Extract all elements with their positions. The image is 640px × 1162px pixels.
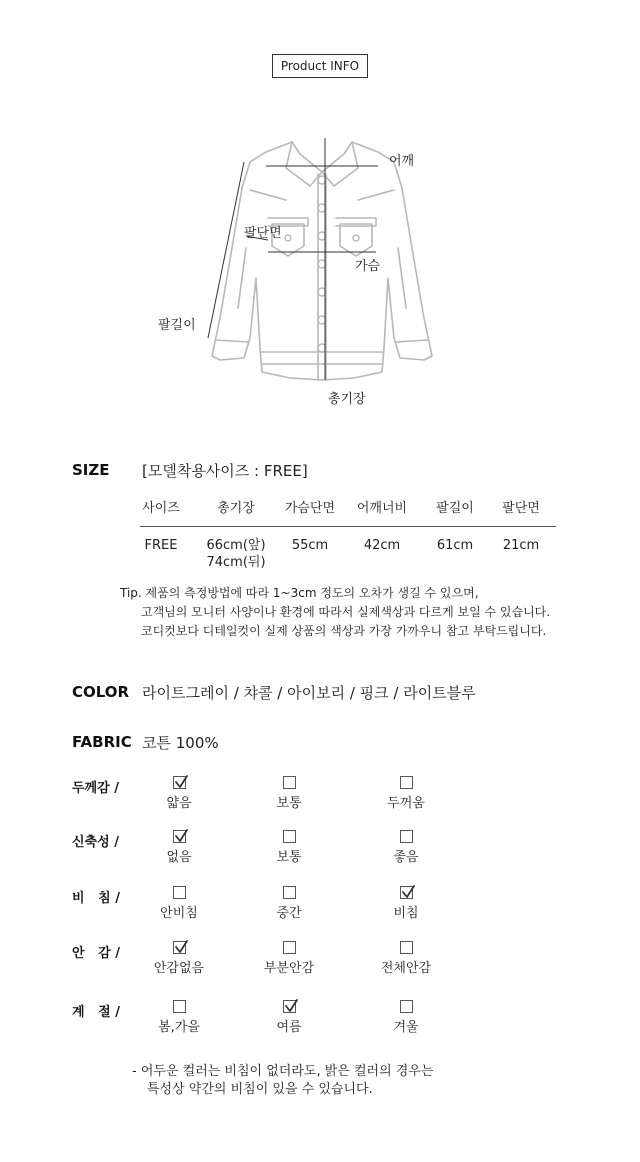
option-label: 중간 [276, 906, 302, 921]
checkbox [173, 886, 186, 899]
diagram-label-chest: 가슴 [355, 259, 381, 274]
option-thin [124, 776, 234, 811]
option-label: 여름 [276, 1020, 302, 1035]
size-cell: FREE [144, 538, 178, 553]
option-partial-lining [234, 941, 344, 976]
option-sheer [351, 886, 461, 921]
checkbox [400, 776, 413, 789]
attribute-key: 두께감 / [72, 781, 119, 796]
checkbox [173, 776, 186, 789]
option-label: 얇음 [166, 796, 192, 811]
color-key: COLOR [72, 683, 130, 701]
option-good [351, 830, 461, 865]
jacket-measurement-diagram [150, 128, 470, 418]
checkbox [400, 830, 413, 843]
check-icon [173, 939, 189, 955]
option-thick [351, 776, 461, 811]
option-normal [234, 776, 344, 811]
size-table-divider [140, 526, 556, 527]
size-model-value: [모델착용사이즈 : FREE] [142, 462, 308, 480]
fabric-value: 코튼 100% [142, 734, 219, 752]
size-header: 가슴단면 [284, 501, 336, 516]
option-label: 봄,가을 [158, 1020, 200, 1035]
checkbox [173, 941, 186, 954]
option-opaque [124, 886, 234, 921]
size-tip-line: Tip. 제품의 측정방법에 따라 1~3cm 정도의 오차가 생길 수 있으며, [120, 586, 479, 600]
option-no-lining [124, 941, 234, 976]
diagram-label-cuff: 팔단면 [244, 226, 282, 241]
attribute-key: 신축성 / [72, 835, 119, 850]
sheerness-note-line: 특성상 약간의 비침이 있을 수 있습니다. [147, 1082, 373, 1097]
checkbox [173, 830, 186, 843]
size-header: 팔길이 [436, 501, 474, 516]
size-tip-line: 고객님의 모니터 사양이나 환경에 따라서 실제색상과 다르게 보일 수 있습니다. [141, 605, 551, 619]
checkbox [283, 886, 296, 899]
size-header: 사이즈 [142, 501, 180, 516]
attribute-key: 계 절 / [72, 1005, 120, 1020]
diagram-label-shoulder: 어깨 [389, 154, 415, 169]
option-label: 두꺼움 [387, 796, 425, 811]
option-summer [234, 1000, 344, 1035]
attribute-key: 안 감 / [72, 946, 120, 961]
checkbox [400, 941, 413, 954]
checkbox [283, 776, 296, 789]
size-tip-line: 코디컷보다 디테일컷이 실제 상품의 색상과 가장 가까우니 참고 부탁드립니다. [141, 624, 547, 638]
diagram-label-sleeve: 팔길이 [158, 318, 196, 333]
diagram-label-length: 총기장 [328, 392, 366, 407]
size-cell: 55cm [291, 538, 329, 553]
option-none [124, 830, 234, 865]
size-header: 어깨너비 [356, 501, 408, 516]
size-cell: 61cm [436, 538, 474, 553]
size-cell: 21cm [502, 538, 540, 553]
attribute-key: 비 침 / [72, 891, 120, 906]
option-label: 안감없음 [153, 961, 205, 976]
option-label: 전체안감 [380, 961, 432, 976]
option-full-lining [351, 941, 461, 976]
option-label: 겨울 [393, 1020, 419, 1035]
size-header: 팔단면 [502, 501, 540, 516]
product-info-title: Product INFO [272, 54, 368, 78]
check-icon [400, 884, 416, 900]
option-winter [351, 1000, 461, 1035]
checkbox [283, 1000, 296, 1013]
checkbox [283, 941, 296, 954]
checkbox [283, 830, 296, 843]
option-label: 좋음 [393, 850, 419, 865]
size-cell: 42cm [363, 538, 401, 553]
check-icon [283, 998, 299, 1014]
option-medium [234, 886, 344, 921]
attribute-list [0, 776, 640, 1036]
size-header: 총기장 [217, 501, 255, 516]
option-label: 비침 [393, 906, 419, 921]
color-value: 라이트그레이 / 챠콜 / 아이보리 / 핑크 / 라이트블루 [142, 684, 476, 702]
option-label: 없음 [166, 850, 192, 865]
checkbox [400, 1000, 413, 1013]
check-icon [173, 828, 189, 844]
check-icon [173, 774, 189, 790]
fabric-key: FABRIC [72, 733, 132, 751]
option-label: 보통 [276, 850, 302, 865]
checkbox [173, 1000, 186, 1013]
size-cell: 66cm(앞) [206, 538, 266, 553]
sheerness-note-line: - 어두운 컬러는 비침이 없더라도, 밝은 컬러의 경우는 [132, 1064, 434, 1079]
option-label: 보통 [276, 796, 302, 811]
size-key: SIZE [72, 461, 110, 479]
checkbox [400, 886, 413, 899]
size-cell: 74cm(뒤) [206, 555, 266, 570]
option-label: 부분안감 [263, 961, 315, 976]
option-normal [234, 830, 344, 865]
option-label: 안비침 [160, 906, 198, 921]
option-spring-fall [124, 1000, 234, 1035]
